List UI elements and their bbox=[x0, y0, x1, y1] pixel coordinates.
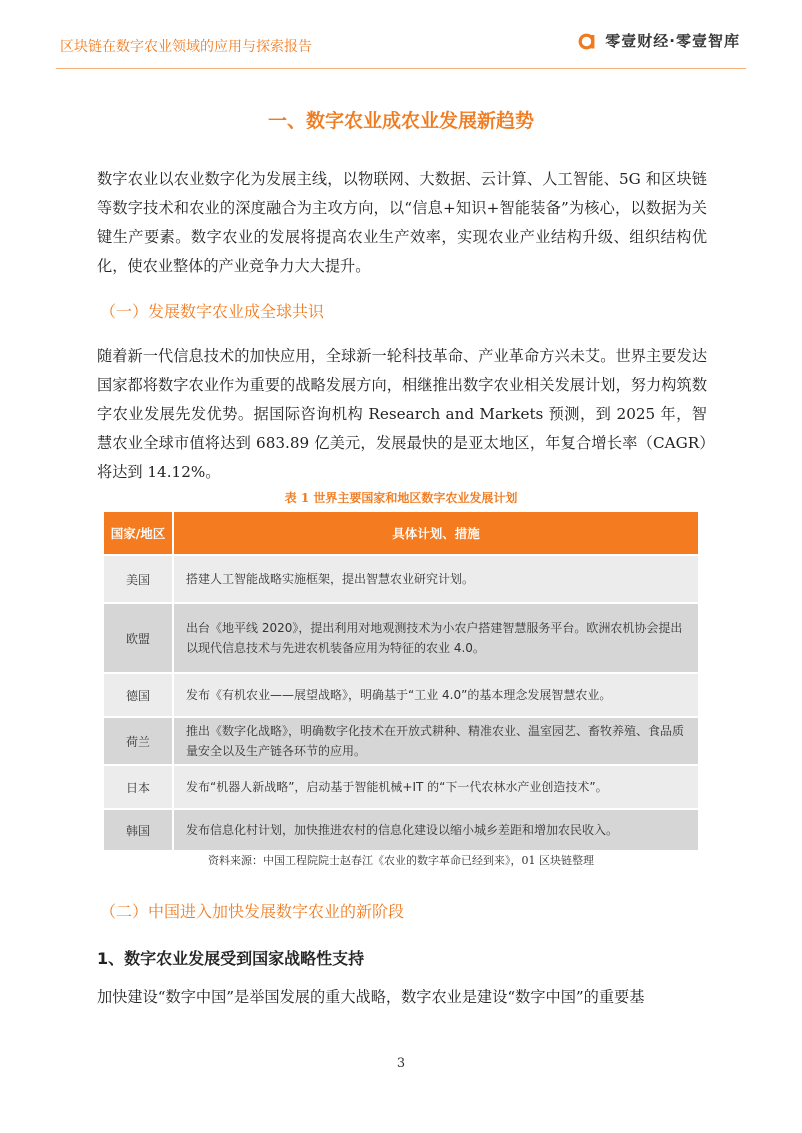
country-cell: 德国 bbox=[103, 673, 173, 717]
table-row bbox=[103, 717, 699, 765]
table-row bbox=[103, 555, 699, 603]
measure-cell: 发布《有机农业——展望战略》，明确基于“工业 4.0”的基本理念发展智慧农业。 bbox=[173, 673, 699, 717]
table-header-row bbox=[103, 511, 699, 555]
table-row bbox=[103, 673, 699, 717]
china-paragraph: 加快建设“数字中国”是举国发展的重大战略，数字农业是建设“数字中国”的重要基 bbox=[97, 988, 645, 1006]
table-row bbox=[103, 809, 699, 851]
measure-cell: 发布“机器人新战略”，启动基于智能机械+IT 的“下一代农林水产业创造技术”。 bbox=[173, 765, 699, 809]
table-source-note: 资料来源：中国工程院院士赵春江《农业的数字革命已经到来》，01 区块链整理 bbox=[208, 854, 594, 867]
table-caption: 表 1 世界主要国家和地区数字农业发展计划 bbox=[284, 491, 518, 505]
country-cell: 韩国 bbox=[103, 809, 173, 851]
a-logo-icon bbox=[577, 31, 597, 51]
country-cell: 美国 bbox=[103, 555, 173, 603]
measure-cell: 推出《数字化战略》，明确数字化技术在开放式耕种、精准农业、温室园艺、畜牧养殖、食品质量安全以及生产链各环节的应用。 bbox=[173, 717, 699, 765]
measure-cell: 搭建人工智能战略实施框架，提出智慧农业研究计划。 bbox=[173, 555, 699, 603]
page-number: 3 bbox=[396, 1056, 406, 1071]
global-paragraph: 随着新一代信息技术的加快应用，全球新一轮科技革命、产业革命方兴未艾。世界主要发达国家都将数字农业作为重要的战略发展方向，相继推出数字农业相关发展计划，努力构筑数字农业发展先发优势。据国际咨询机构 Research and Markets 预测，到 2025 年，智慧农业全球市值将达到 683.89 亿美元，发展最快的是亚太地区，年复合增长率（CAGR）将达到 14.12%。 bbox=[97, 347, 707, 481]
header-country: 国家/地区 bbox=[103, 511, 173, 555]
plans-table bbox=[102, 510, 700, 852]
brand-name: 零壹财经·零壹智库 bbox=[605, 32, 740, 50]
brand bbox=[577, 30, 740, 51]
measure-cell: 发布信息化村计划，加快推进农村的信息化建设以缩小城乡差距和增加农民收入。 bbox=[173, 809, 699, 851]
header-measures: 具体计划、措施 bbox=[173, 511, 699, 555]
header-divider bbox=[56, 68, 746, 69]
measure-cell: 出台《地平线 2020》，提出利用对地观测技术为小农户搭建智慧服务平台。欧洲农机协会提出以现代信息技术与先进农机装备应用为特征的农业 4.0。 bbox=[173, 603, 699, 673]
report-title: 区块链在数字农业领域的应用与探索报告 bbox=[60, 39, 312, 55]
section-title: 一、数字农业成农业发展新趋势 bbox=[267, 110, 534, 132]
table-row bbox=[103, 765, 699, 809]
subsection-heading-global: （一）发展数字农业成全球共识 bbox=[100, 302, 325, 321]
country-cell: 欧盟 bbox=[103, 603, 173, 673]
numbered-heading: 1、数字农业发展受到国家战略性支持 bbox=[97, 949, 365, 968]
subsection-heading-china: （二）中国进入加快发展数字农业的新阶段 bbox=[100, 902, 405, 921]
table-row bbox=[103, 603, 699, 673]
intro-paragraph: 数字农业以农业数字化为发展主线，以物联网、大数据、云计算、人工智能、5G 和区块链等数字技术和农业的深度融合为主攻方向，以“信息+知识+智能装备”为核心，以数据为关键生产要素。数字农业的发展将提高农业生产效率，实现农业产业结构升级、组织结构优化，使农业整体的产业竞争力大大提升。 bbox=[97, 170, 707, 275]
country-cell: 日本 bbox=[103, 765, 173, 809]
country-cell: 荷兰 bbox=[103, 717, 173, 765]
